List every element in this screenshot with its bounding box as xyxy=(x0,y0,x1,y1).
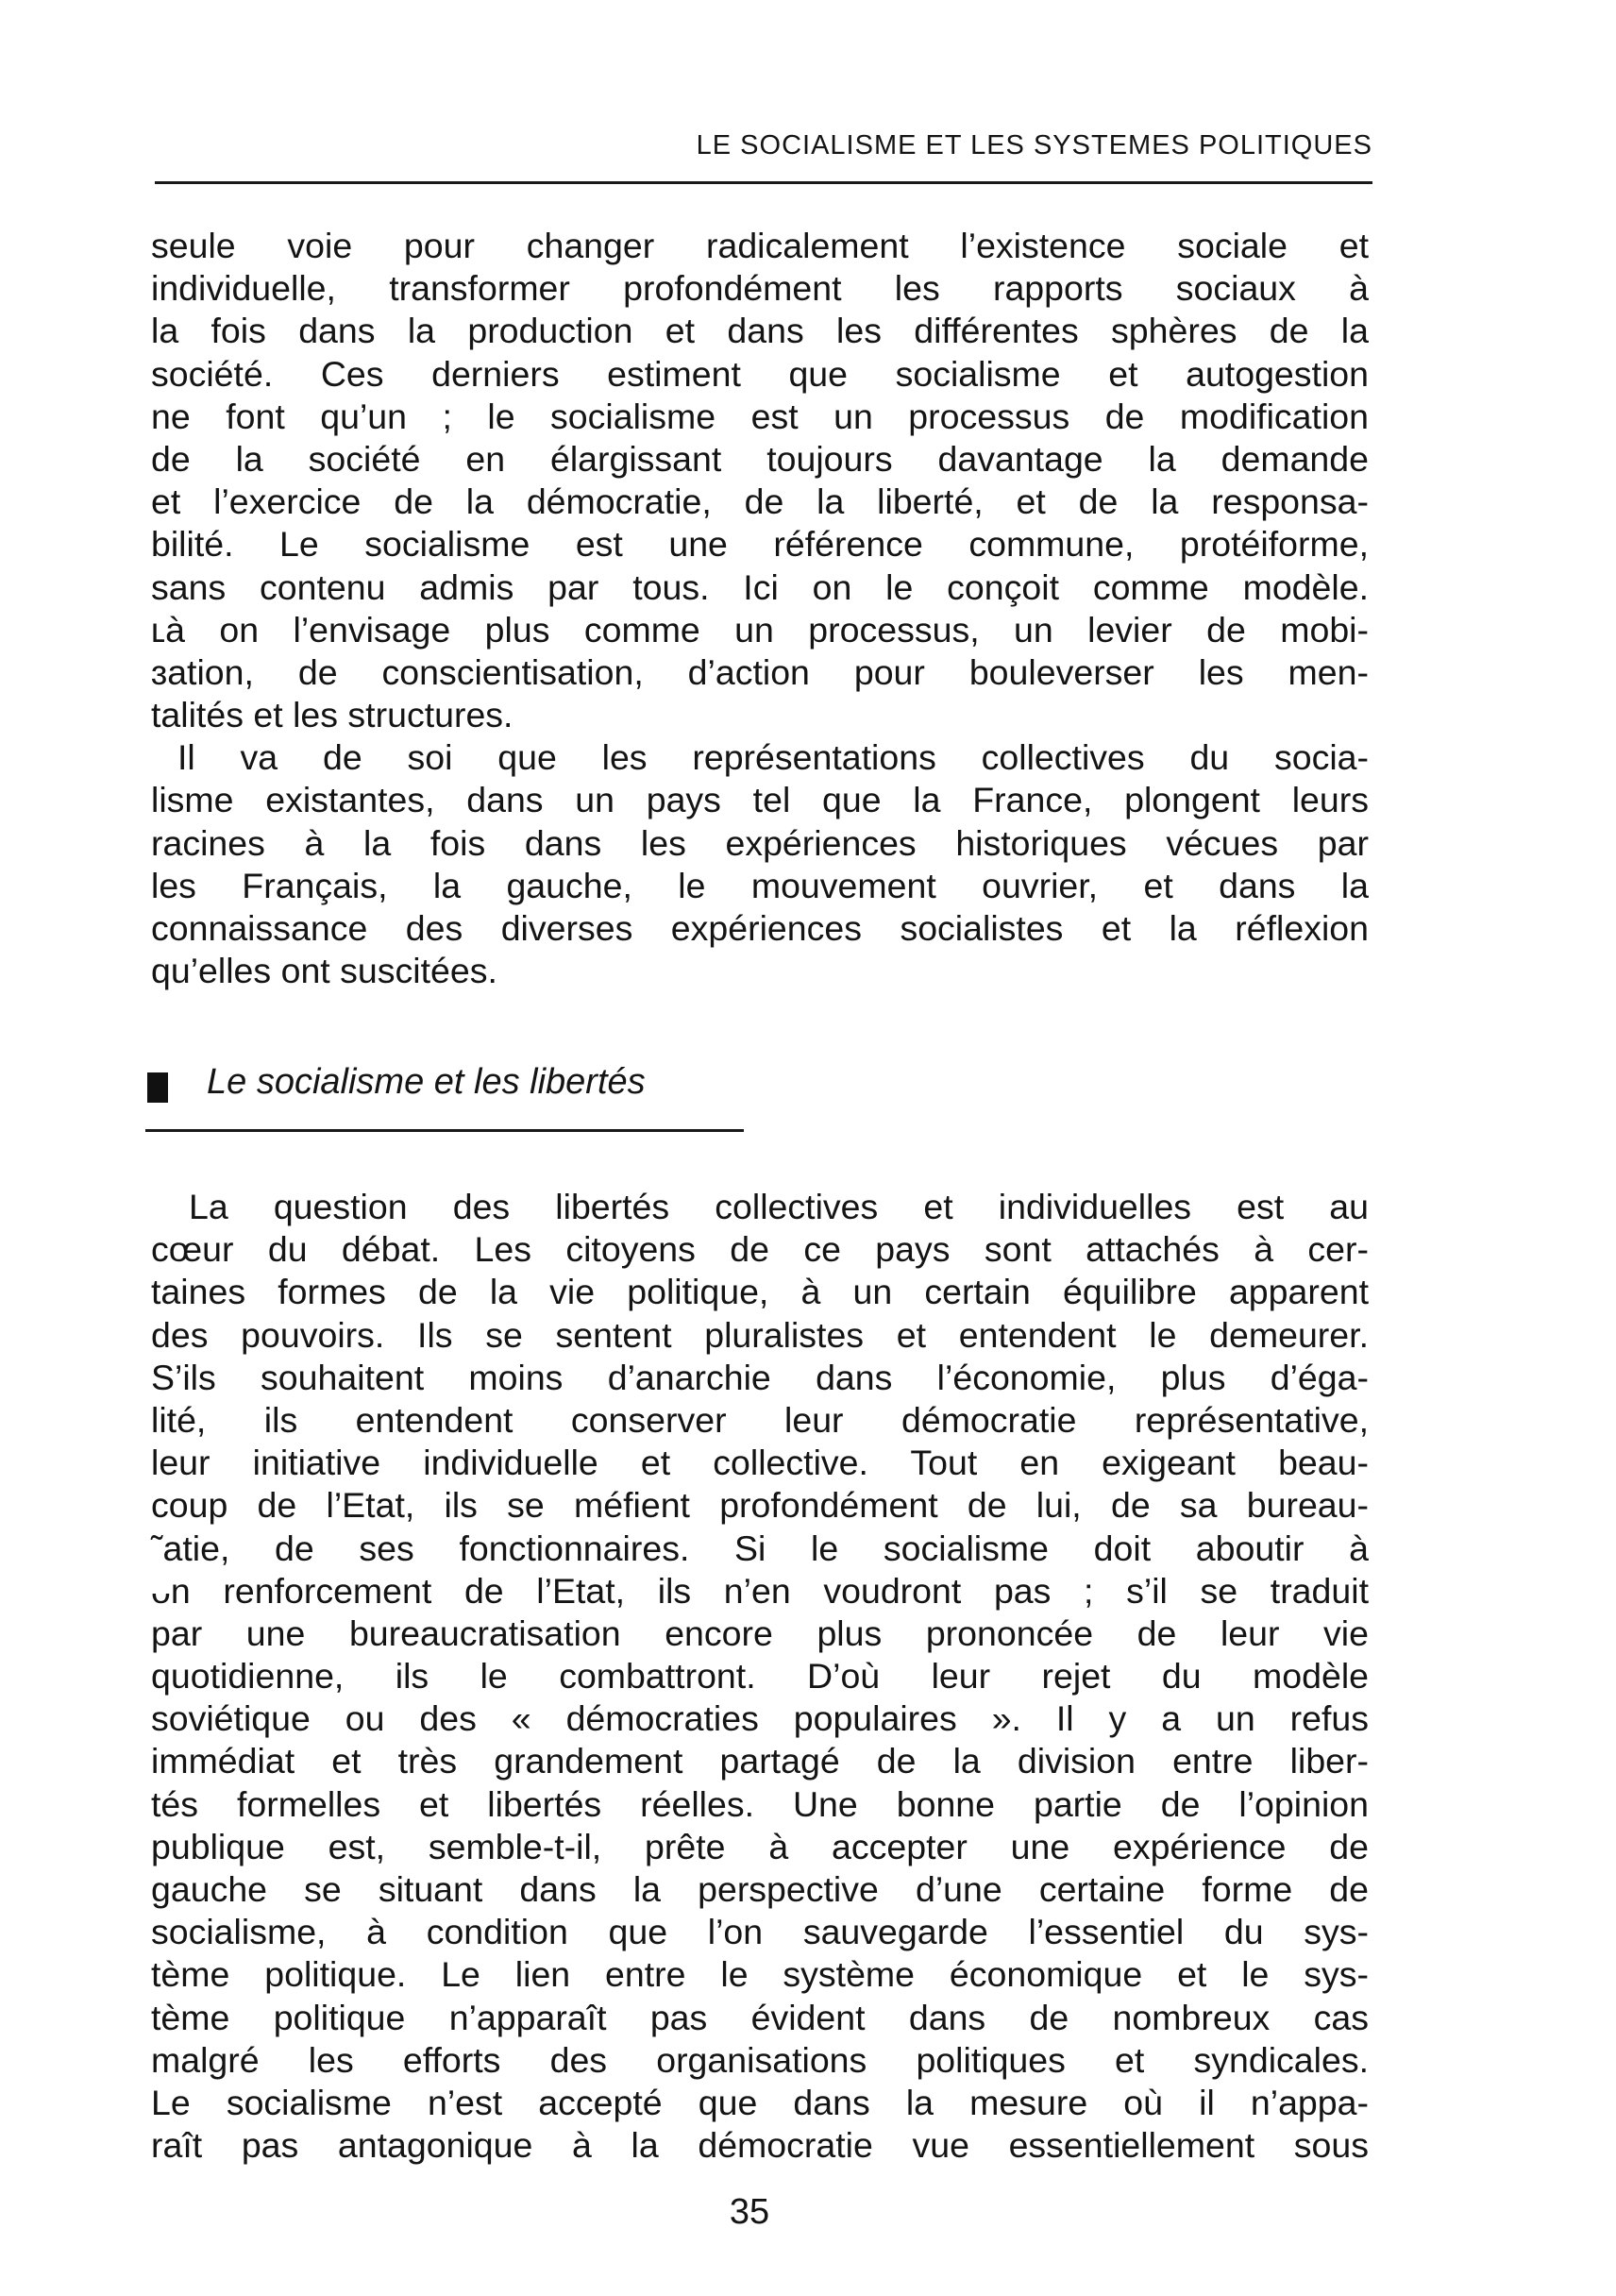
text-line: individuelle, transformer profondément les rapports sociaux à xyxy=(151,268,1369,309)
text-line: leur initiative individuelle et collective. Tout en exigeant beau- xyxy=(151,1443,1369,1483)
text-line: gauche se situant dans la perspective d’une certaine forme de xyxy=(151,1869,1369,1909)
paragraph-block-1 xyxy=(151,225,1369,992)
text-line: immédiat et très grandement partagé de la division entre liber- xyxy=(151,1741,1369,1781)
text-line: et l’exercice de la démocratie, de la liberté, et de la responsa- xyxy=(151,481,1369,522)
text-line: par une bureaucratisation encore plus prononcée de leur vie xyxy=(151,1612,1369,1653)
text-line: bilité. Le socialisme est une référence commune, protéiforme, xyxy=(151,524,1369,565)
text-line: ʟà on l’envisage plus comme un processus, un levier de mobi- xyxy=(151,609,1369,650)
text-line: société. Ces derniers estiment que socialisme et autogestion xyxy=(151,353,1369,394)
text-line: qu’elles ont suscitées. xyxy=(151,951,497,991)
text-line: sans contenu admis par tous. Ici on le conçoit comme modèle. xyxy=(151,566,1369,607)
text-line: taines formes de la vie politique, à un certain équilibre apparent xyxy=(151,1272,1369,1312)
text-line: ne font qu’un ; le socialisme est un processus de modification xyxy=(151,396,1369,436)
text-line: racines à la fois dans les expériences historiques vécues par xyxy=(151,822,1369,863)
text-line: lisme existantes, dans un pays tel que la France, plongent leurs xyxy=(151,780,1369,820)
text-line: talités et les structures. xyxy=(151,695,513,735)
text-line: Le socialisme n’est accepté que dans la mesure où il n’appa- xyxy=(151,2082,1369,2122)
text-line: tème politique. Le lien entre le système économique et le sys- xyxy=(151,1954,1369,1995)
text-line: tème politique n’apparaît pas évident dans de nombreux cas xyxy=(151,1997,1369,2037)
text-line: Il va de soi que les représentations collectives du socia- xyxy=(177,737,1369,778)
text-line: des pouvoirs. Ils se sentent pluralistes et entendent le demeurer. xyxy=(151,1314,1369,1355)
text-line: de la société en élargissant toujours davantage la demande xyxy=(151,438,1369,479)
text-line: lité, ils entendent conserver leur démocratie représentative, xyxy=(151,1399,1369,1440)
text-line: les Français, la gauche, le mouvement ouvrier, et dans la xyxy=(151,865,1369,905)
text-line: soviétique ou des « démocraties populaires ». Il y a un refus xyxy=(151,1698,1369,1739)
text-line: tés formelles et libertés réelles. Une bonne partie de l’opinion xyxy=(151,1783,1369,1824)
running-head xyxy=(155,121,1372,184)
text-line: ɜation, de conscientisation, d’action pour bouleverser les men- xyxy=(151,651,1369,692)
text-line: connaissance des diverses expériences socialistes et la réflexion xyxy=(151,908,1369,948)
text-line: seule voie pour changer radicalement l’existence sociale et xyxy=(151,226,1369,265)
running-head-text: LE SOCIALISME ET LES SYSTEMES POLITIQUES xyxy=(696,130,1372,160)
text-line: ᴗn renforcement de l’Etat, ils n’en voudront pas ; s’il se traduit xyxy=(151,1570,1369,1611)
page-number: 35 xyxy=(729,2192,770,2232)
text-line: raît pas antagonique à la démocratie vue essentiellement sous xyxy=(151,2125,1369,2166)
text-line: malgré les efforts des organisations politiques et syndicales. xyxy=(151,2039,1369,2080)
text-line: S’ils souhaitent moins d’anarchie dans l’économie, plus d’éga- xyxy=(151,1357,1369,1397)
section-heading xyxy=(145,1057,744,1132)
text-line: La question des libertés collectives et individuelles est au xyxy=(189,1187,1369,1226)
text-line: coup de l’Etat, ils se méfient profondément de lui, de sa bureau- xyxy=(151,1485,1369,1526)
square-bullet-icon xyxy=(147,1072,168,1103)
text-line: quotidienne, ils le combattront. D’où leur rejet du modèle xyxy=(151,1656,1369,1697)
text-line: publique est, semble-t-il, prête à accepter une expérience de xyxy=(151,1826,1369,1866)
text-line: la fois dans la production et dans les différentes sphères de la xyxy=(151,311,1369,351)
section-heading-text: Le socialisme et les libertés xyxy=(207,1062,646,1102)
text-line: socialisme, à condition que l’on sauvegarde l’essentiel du sys- xyxy=(151,1912,1369,1952)
text-line: cœur du débat. Les citoyens de ce pays sont attachés à cer- xyxy=(151,1229,1369,1270)
paragraph-block-2 xyxy=(151,1186,1369,2167)
text-line: ˜atie, de ses fonctionnaires. Si le socialisme doit aboutir à xyxy=(151,1528,1369,1568)
